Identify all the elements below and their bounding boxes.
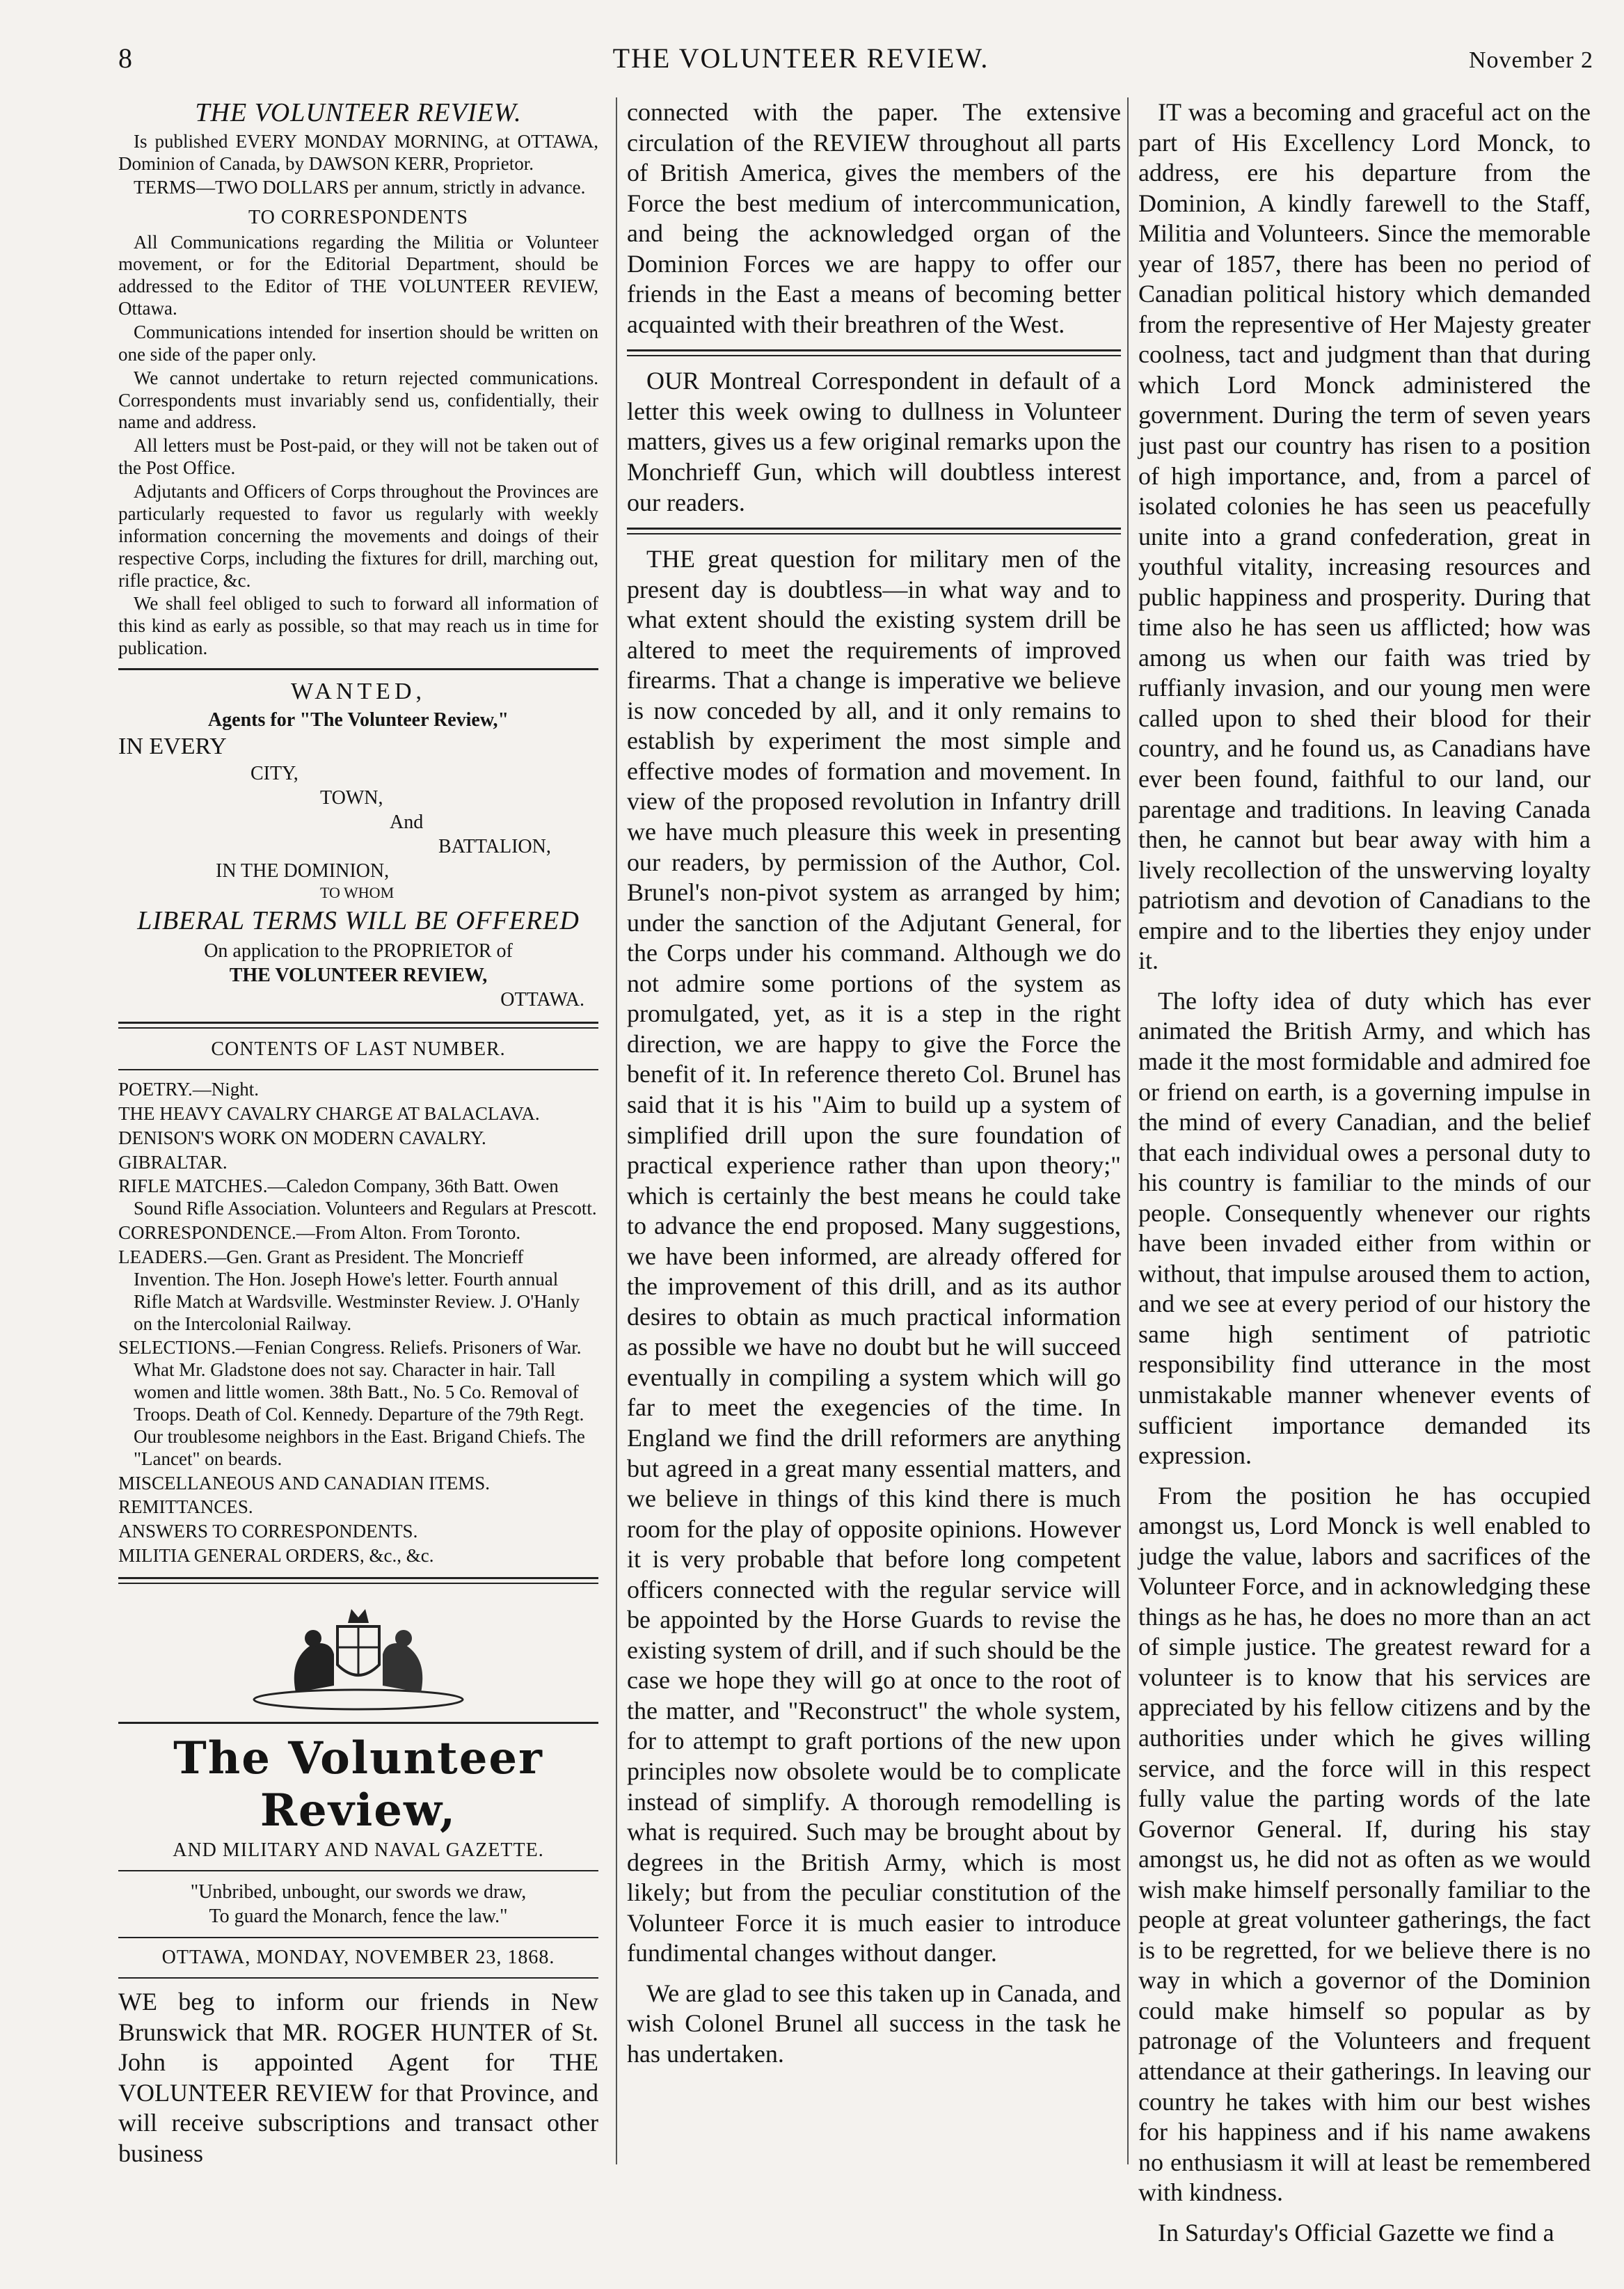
wanted-agents: Agents for "The Volunteer Review,"	[207, 708, 509, 731]
wanted-title: WANTED,	[290, 678, 427, 704]
correspondents-paragraph: We shall feel obliged to such to forward all information of this kind as early as possible, so that may reach us in time for publication.	[118, 593, 598, 659]
contents-item: CORRESPONDENCE.—From Alton. From Toronto.	[118, 1222, 521, 1244]
contents-item: REMITTANCES.	[118, 1496, 253, 1518]
contents-heading: CONTENTS OF LAST NUMBER.	[211, 1038, 506, 1060]
contents-item: LEADERS.—Gen. Grant as President. The Moncrieff Invention. The Hon. Joseph Howe's letter. Fourth annual Rifle Match at Wardsville. Westminster Review. J. O'Hanly on the Intercolonial Railway.	[118, 1246, 580, 1334]
divider	[118, 1722, 598, 1724]
article-paragraph: connected with the paper. The extensive circulation of the REVIEW throughout all parts of British America, gives the members of the Force the best medium of intercommunication, and being the acknowledged organ of the Dominion Forces we are happy to offer our friends in the East a means of becoming better acquainted with their breathren of the West.	[627, 98, 1121, 338]
royal-arms-crest	[118, 1595, 598, 1713]
article-paragraph: WE beg to inform our friends in New Brunswick that MR. ROGER HUNTER of St. John is appointed Agent for THE VOLUNTEER REVIEW for that Province, and will receive subscriptions and transact other business	[118, 1987, 598, 2167]
article-paragraph: THE great question for military men of the present day is doubtless—in what way and to what extent should the existing system drill be altered to meet the requirements of improved firearms. That a change is imperative we believe is now conceded by all, and it only remains to establish by experiment the most simple and effective modes of formation and movement. In view of the proposed revolution in Infantry drill we have much pleasure this week in presenting our readers, by permission of the Author, Col. Brunel's non-pivot system as arranged by him; under the sanction of the Adjutant General, for the Corps under his command. Although we do not admire some portions of the system as promulgated, yet, as it is a step in the right direction, we are happy to give the Force the benefit of it. In reference thereto Col. Brunel has said that it is his "Aim to build up a system of simplified drill upon the sure foundation of practical experience rather than upon theory;" which is certainly the best means he could take to advance the end proposed. Many suggestions, we have been informed, are already offered for the improvement of this drill, and as its author desires to obtain as much practical information as possible we have no doubt but he will succeed eventually in compiling a system which will go far to meet the exegencies of the time. In England we find the drill reformers are anything but agreed in a great many essential matters, and we believe in things of this kind there is much room for the play of opposite opinions. However it is very probable that before long competent officers connected with the regular service will be appointed by the Horse Guards to revise the existing system of drill, and if such should be the case we hope they will go at once to the root of the matter, and "Reconstruct" the whole system, for to attempt to graft portions of the new upon principles now obsolete would be to complicate instead of simplify. A thorough remodelling is what is required. Such may be brought about by degrees in the British Army, which is most likely; but from the peculiar constitution of the Volunteer Force it is much easier to introduce fundimental changes without danger.	[627, 545, 1121, 1967]
contents-item: ANSWERS TO CORRESPONDENTS.	[118, 1521, 418, 1542]
divider	[118, 668, 598, 670]
liberal-terms: LIBERAL TERMS WILL BE OFFERED	[137, 905, 580, 935]
running-title: THE VOLUNTEER REVIEW.	[612, 42, 989, 74]
contents-item: MISCELLANEOUS AND CANADIAN ITEMS.	[118, 1472, 491, 1494]
motto-line: "Unbribed, unbought, our swords we draw,	[190, 1880, 527, 1903]
coat-of-arms-icon	[247, 1595, 470, 1713]
divider	[118, 1870, 598, 1871]
motto	[118, 1880, 598, 1928]
wanted-line: And	[390, 811, 424, 834]
wanted-line: TOWN,	[320, 787, 383, 809]
wanted-line: CITY,	[250, 763, 298, 785]
contents-item: GIBRALTAR.	[118, 1151, 228, 1173]
dateline: OTTAWA, MONDAY, NOVEMBER 23, 1868.	[161, 1946, 555, 1968]
paper-name: THE VOLUNTEER REVIEW,	[229, 964, 488, 986]
application-line: On application to the PROPRIETOR of	[204, 940, 513, 962]
article-paragraph: IT was a becoming and graceful act on the part of His Excellency Lord Monck, to address, ere his departure from the Dominion, A kindly farewell to the Staff, Militia and Volunteers. Since the memorable year of 1857, there has been no period of Canadian political history which demanded from the representive of Her Majesty greater coolness, tact and judgment than that during which Lord Monck administered the government. During the term of seven years just past our country has risen to a position of high importance, and, from a parcel of isolated colonies he has seen us peacefully unite into a grand confederation, great in youthful vitality, increasing resources and public happiness and prosperity. During that time also he has seen us afflicted; how was among us when our faith was tried by ruffianly invasion, and our young men were called upon to shed their blood for their country, and he found us, as Canadians have ever been found, faithful to our land, our parentage and traditions. In leaving Canada then, he cannot but bear away with him a lively recollection of the unswerving loyalty patriotism and devotion of Canadians to the empire and to the liberties they enjoy under it.	[1138, 98, 1591, 975]
terms: TERMS—TWO DOLLARS per annum, strictly in advance.	[134, 176, 586, 198]
wanted-ad	[118, 708, 598, 903]
correspondents-paragraph: Communications intended for insertion should be written on one side of the paper only.	[118, 322, 598, 365]
divider	[118, 1022, 598, 1029]
column-2	[616, 97, 1121, 2164]
wanted-line: BATTALION,	[438, 836, 551, 858]
divider	[627, 349, 1121, 356]
contents-item: MILITIA GENERAL ORDERS, &c., &c.	[118, 1545, 434, 1567]
correspondents-paragraph: Adjutants and Officers of Corps throughout the Provinces are particularly requested to favor us regularly with weekly information concerning the movements and doings of their respective Corps, including the fixtures for drill, marching out, rifle practice, &c.	[118, 481, 598, 591]
city-name: OTTAWA.	[500, 988, 584, 1011]
contents-item: POETRY.—Night.	[118, 1078, 260, 1100]
contents-item: RIFLE MATCHES.—Caledon Company, 36th Batt. Owen Sound Rifle Association. Volunteers and Regulars at Prescott.	[118, 1175, 597, 1219]
article-paragraph: The lofty idea of duty which has ever animated the British Army, and which has made it the most formidable and admired foe or friend on earth, is a governing impulse in the mind of every Canadian, and the belief that each individual owes a personal duty to his country is familiar to the minds of our people. Consequently whenever our rights have been invaded either from within or without, that impulse aroused them to action, and we see at every period of our history the same high sentiment of patriotic responsibility find utterance in the most unmistakable manner whenever events of sufficient importance demanded its expression.	[1138, 986, 1591, 1470]
contents-item: THE HEAVY CAVALRY CHARGE AT BALACLAVA.	[118, 1102, 540, 1124]
article-paragraph: We are glad to see this taken up in Canada, and wish Colonel Brunel all success in the task he has undertaken.	[627, 1979, 1121, 2068]
correspondents-paragraph: We cannot undertake to return rejected communications. Correspondents must invariably send us, confidentially, their name and address.	[118, 367, 598, 433]
divider	[118, 1069, 598, 1070]
page-number: 8	[118, 42, 133, 74]
correspondents-paragraph: All Communications regarding the Militia or Volunteer movement, or for the Editorial Department, should be addressed to the Editor of THE VOLUNTEER REVIEW, Ottawa.	[118, 231, 598, 319]
publication-note: Is published EVERY MONDAY MORNING, at OTTAWA, Dominion of Canada, by DAWSON KERR, Proprietor.	[118, 131, 598, 174]
divider	[118, 1977, 598, 1979]
divider	[627, 528, 1121, 534]
masthead: THE VOLUNTEER REVIEW.	[195, 98, 522, 127]
article-paragraph: OUR Montreal Correspondent in default of a letter this week owing to dullness in Volunteer matters, gives us a few original remarks upon the Monchrieff Gun, which will doubtless interest our readers.	[627, 367, 1121, 516]
wanted-line: IN THE DOMINION,	[216, 860, 390, 882]
contents-list	[118, 1079, 598, 1567]
page-header	[118, 42, 1593, 84]
article-paragraph: From the position he has occupied amongst us, Lord Monck is well enabled to judge the value, labors and sacrifices of the Volunteer Force, and in acknowledging these things as he has, he does no more than an act of simple justice. The greatest reward for a volunteer is to know that his services are appreciated by his fellow citizens and by the authorities under which he gives willing service, and the force will in this respect fully value the parting words of the late Governor General. If, during his stay amongst us, he did not as often as we would wish make himself personally familiar to the people at great volunteer gatherings, the fact is to be regretted, for we believe there is no way in which a governor of the Dominion could make himself so popular as by patronage of the Volunteers and frequent attendance at their gatherings. In leaving our country he takes with him our best wishes for his happiness and if his name awakens no enthusiasm it will at least be remembered with kindness.	[1138, 1481, 1591, 2207]
running-date: November 2	[1468, 47, 1593, 73]
divider	[118, 1577, 598, 1584]
wanted-line: TO WHOM	[320, 884, 395, 902]
column-3	[1127, 97, 1591, 2247]
article-paragraph: In Saturday's Official Gazette we find a	[1158, 2218, 1554, 2247]
contents-item: SELECTIONS.—Fenian Congress. Reliefs. Prisoners of War. What Mr. Gladstone does not say. Character in hair. Tall women and little women. 38th Batt., No. 5 Co. Removal of Troops. Death of Col. Kennedy. Departure of the 79th Regt. Our troublesome neighbors in the East. Brigand Chiefs. The "Lancet" on beards.	[118, 1337, 585, 1469]
correspondents-heading: TO CORRESPONDENTS	[248, 206, 468, 228]
divider	[118, 1937, 598, 1938]
motto-line: To guard the Monarch, fence the law."	[209, 1905, 508, 1927]
contents-item: DENISON'S WORK ON MODERN CAVALRY.	[118, 1127, 486, 1148]
column-1	[118, 97, 598, 2178]
nameplate: The Volunteer Review,	[173, 1732, 543, 1837]
correspondents-paragraph: All letters must be Post-paid, or they will not be taken out of the Post Office.	[118, 435, 598, 479]
gazette-subtitle: AND MILITARY AND NAVAL GAZETTE.	[173, 1839, 544, 1861]
wanted-line: IN EVERY	[118, 733, 227, 759]
